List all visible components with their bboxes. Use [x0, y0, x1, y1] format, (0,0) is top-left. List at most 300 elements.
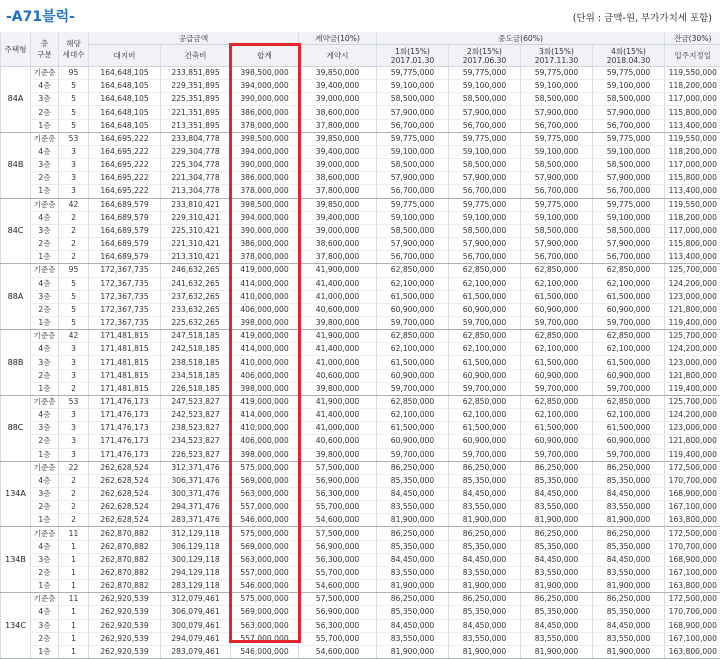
land-cost-cell: 262,920,539: [89, 593, 161, 606]
total-cell: 386,000,000: [231, 106, 299, 119]
floor-cell: 2층: [31, 566, 59, 579]
balance-cell: 125,700,000: [665, 264, 720, 277]
table-row: [1, 501, 720, 514]
interim-2-cell: 84,450,000: [449, 619, 521, 632]
table-row: [1, 553, 720, 566]
table-row: [1, 474, 720, 487]
table-row: [1, 185, 720, 198]
table-row: [1, 593, 720, 606]
table-row: [1, 277, 720, 290]
units-cell: 5: [59, 80, 89, 93]
balance-cell: 172,500,000: [665, 593, 720, 606]
table-row: [1, 409, 720, 422]
header-deposit-group: 계약금(10%): [299, 32, 377, 45]
land-cost-cell: 172,367,735: [89, 303, 161, 316]
interim-4-cell: 62,850,000: [593, 395, 665, 408]
header-interim-1: [377, 45, 449, 67]
table-row: [1, 264, 720, 277]
table-row: [1, 435, 720, 448]
interim-3-cell: 86,250,000: [521, 527, 593, 540]
interim-1-cell: 62,100,000: [377, 277, 449, 290]
balance-cell: 125,700,000: [665, 330, 720, 343]
interim-2-cell: 58,500,000: [449, 93, 521, 106]
land-cost-cell: 262,628,524: [89, 461, 161, 474]
interim-1-cell: 56,700,000: [377, 251, 449, 264]
interim-3-cell: 58,500,000: [521, 93, 593, 106]
building-cost-cell: 283,129,118: [161, 580, 231, 593]
interim-4-cell: 58,500,000: [593, 93, 665, 106]
total-cell: 390,000,000: [231, 224, 299, 237]
interim-1-cell: 61,500,000: [377, 356, 449, 369]
table-row: [1, 251, 720, 264]
floor-cell: 2층: [31, 238, 59, 251]
table-row: [1, 356, 720, 369]
total-cell: 419,000,000: [231, 395, 299, 408]
units-cell: 5: [59, 277, 89, 290]
interim-2-cell: 81,900,000: [449, 645, 521, 658]
total-cell: 414,000,000: [231, 277, 299, 290]
floor-cell: 3층: [31, 488, 59, 501]
balance-cell: 113,400,000: [665, 185, 720, 198]
interim-3-cell: 85,350,000: [521, 474, 593, 487]
land-cost-cell: 171,481,815: [89, 330, 161, 343]
balance-cell: 115,800,000: [665, 106, 720, 119]
land-cost-cell: 262,628,524: [89, 501, 161, 514]
building-cost-cell: 226,523,827: [161, 448, 231, 461]
total-cell: 410,000,000: [231, 290, 299, 303]
balance-cell: 115,800,000: [665, 238, 720, 251]
interim-1-cell: 59,700,000: [377, 316, 449, 329]
interim-3-cell: 61,500,000: [521, 356, 593, 369]
interim-3-cell: 57,900,000: [521, 106, 593, 119]
total-cell: 386,000,000: [231, 238, 299, 251]
building-cost-cell: 229,351,895: [161, 80, 231, 93]
building-cost-cell: 233,632,265: [161, 303, 231, 316]
building-cost-cell: 246,632,265: [161, 264, 231, 277]
interim-4-cell: 81,900,000: [593, 645, 665, 658]
building-cost-cell: 225,632,265: [161, 316, 231, 329]
units-cell: 3: [59, 172, 89, 185]
interim-1-cell: 81,900,000: [377, 514, 449, 527]
interim-4-cell: 84,450,000: [593, 553, 665, 566]
units-cell: 1: [59, 580, 89, 593]
deposit-cell: 41,900,000: [299, 264, 377, 277]
interim-4-cell: 59,100,000: [593, 211, 665, 224]
interim-2-cell: 59,700,000: [449, 316, 521, 329]
interim-1-cell: 56,700,000: [377, 119, 449, 132]
land-cost-cell: 164,689,579: [89, 251, 161, 264]
units-cell: 5: [59, 290, 89, 303]
interim-2-cell: 59,100,000: [449, 211, 521, 224]
interim-2-cell: 59,100,000: [449, 80, 521, 93]
interim-1-cell: 85,350,000: [377, 606, 449, 619]
land-cost-cell: 262,628,524: [89, 474, 161, 487]
building-cost-cell: 213,310,421: [161, 251, 231, 264]
total-cell: 406,000,000: [231, 303, 299, 316]
interim-4-cell: 58,500,000: [593, 224, 665, 237]
floor-cell: 1층: [31, 185, 59, 198]
interim-4-cell: 59,700,000: [593, 382, 665, 395]
building-cost-cell: 233,851,895: [161, 67, 231, 80]
balance-cell: 119,550,000: [665, 67, 720, 80]
total-cell: 563,000,000: [231, 619, 299, 632]
building-cost-cell: 225,351,895: [161, 93, 231, 106]
header-balance-group: 잔금(30%): [665, 32, 720, 45]
building-cost-cell: 221,351,895: [161, 106, 231, 119]
units-cell: 3: [59, 369, 89, 382]
interim-3-cell: 58,500,000: [521, 224, 593, 237]
units-cell: 1: [59, 632, 89, 645]
price-table-wrapper: [0, 32, 720, 659]
interim-4-cell: 59,775,000: [593, 132, 665, 145]
deposit-cell: 57,500,000: [299, 461, 377, 474]
interim-4-cell: 62,850,000: [593, 264, 665, 277]
deposit-cell: 39,800,000: [299, 448, 377, 461]
deposit-cell: 40,600,000: [299, 369, 377, 382]
building-cost-cell: 213,351,895: [161, 119, 231, 132]
header-balance-sub: 입주지정일: [665, 45, 720, 67]
floor-cell: 기준층: [31, 593, 59, 606]
interim-1-cell: 61,500,000: [377, 290, 449, 303]
land-cost-cell: 172,367,735: [89, 290, 161, 303]
interim-2-cell: 62,100,000: [449, 277, 521, 290]
land-cost-cell: 171,481,815: [89, 369, 161, 382]
interim-3-cell: 62,100,000: [521, 277, 593, 290]
units-cell: 2: [59, 238, 89, 251]
interim-1-cell: 86,250,000: [377, 527, 449, 540]
building-cost-cell: 221,304,778: [161, 172, 231, 185]
units-cell: 95: [59, 67, 89, 80]
balance-cell: 117,000,000: [665, 93, 720, 106]
interim-3-cell: 81,900,000: [521, 514, 593, 527]
interim-1-cell: 83,550,000: [377, 632, 449, 645]
interim-1-cell: 86,250,000: [377, 593, 449, 606]
land-cost-cell: 262,920,539: [89, 619, 161, 632]
total-cell: 398,500,000: [231, 132, 299, 145]
building-cost-cell: 234,518,185: [161, 369, 231, 382]
interim-1-cell: 62,850,000: [377, 330, 449, 343]
land-cost-cell: 262,870,882: [89, 553, 161, 566]
interim-4-cell: 62,850,000: [593, 330, 665, 343]
total-cell: 557,000,000: [231, 632, 299, 645]
interim-3-cell: 62,850,000: [521, 330, 593, 343]
units-cell: 2: [59, 474, 89, 487]
interim-1-cell: 62,100,000: [377, 409, 449, 422]
balance-cell: 119,400,000: [665, 448, 720, 461]
interim-2-cell: 83,550,000: [449, 566, 521, 579]
units-cell: 1: [59, 619, 89, 632]
units-cell: 95: [59, 264, 89, 277]
unit-type-cell: 84C: [1, 198, 31, 264]
building-cost-cell: 233,810,421: [161, 198, 231, 211]
interim-1-cell: 62,850,000: [377, 264, 449, 277]
total-cell: 398,500,000: [231, 67, 299, 80]
deposit-cell: 41,400,000: [299, 343, 377, 356]
table-row: [1, 303, 720, 316]
header-deposit-sub: 계약시: [299, 45, 377, 67]
units-cell: 2: [59, 211, 89, 224]
interim-3-cell: 60,900,000: [521, 303, 593, 316]
table-row: [1, 211, 720, 224]
units-cell: 1: [59, 566, 89, 579]
interim-2-cell: 86,250,000: [449, 593, 521, 606]
unit-type-cell: 134C: [1, 593, 31, 659]
interim-2-cell: 84,450,000: [449, 553, 521, 566]
interim-4-cell: 59,100,000: [593, 80, 665, 93]
interim-2-cell: 86,250,000: [449, 527, 521, 540]
interim-1-cell: 83,550,000: [377, 566, 449, 579]
units-cell: 5: [59, 303, 89, 316]
header-interim-1-label: 1회(15%) 2017.01.30: [391, 47, 434, 65]
land-cost-cell: 171,476,173: [89, 448, 161, 461]
header-interim-2: [449, 45, 521, 67]
land-cost-cell: 164,648,105: [89, 106, 161, 119]
interim-3-cell: 83,550,000: [521, 566, 593, 579]
total-cell: 398,000,000: [231, 448, 299, 461]
unit-type-cell: 134B: [1, 527, 31, 593]
units-cell: 3: [59, 435, 89, 448]
total-cell: 406,000,000: [231, 369, 299, 382]
floor-cell: 기준층: [31, 461, 59, 474]
balance-cell: 117,000,000: [665, 159, 720, 172]
balance-cell: 168,900,000: [665, 619, 720, 632]
deposit-cell: 39,400,000: [299, 211, 377, 224]
table-row: [1, 369, 720, 382]
balance-cell: 117,000,000: [665, 224, 720, 237]
interim-2-cell: 85,350,000: [449, 474, 521, 487]
building-cost-cell: 229,310,421: [161, 211, 231, 224]
interim-1-cell: 61,500,000: [377, 422, 449, 435]
table-row: [1, 382, 720, 395]
land-cost-cell: 171,476,173: [89, 435, 161, 448]
total-cell: 569,000,000: [231, 540, 299, 553]
interim-4-cell: 56,700,000: [593, 119, 665, 132]
interim-2-cell: 56,700,000: [449, 185, 521, 198]
units-cell: 3: [59, 343, 89, 356]
table-row: [1, 632, 720, 645]
total-cell: 546,000,000: [231, 514, 299, 527]
interim-3-cell: 62,100,000: [521, 409, 593, 422]
floor-cell: 1층: [31, 251, 59, 264]
interim-1-cell: 86,250,000: [377, 461, 449, 474]
land-cost-cell: 164,689,579: [89, 198, 161, 211]
building-cost-cell: 283,371,476: [161, 514, 231, 527]
interim-1-cell: 85,350,000: [377, 474, 449, 487]
balance-cell: 167,100,000: [665, 501, 720, 514]
units-cell: 5: [59, 106, 89, 119]
deposit-cell: 54,600,000: [299, 645, 377, 658]
units-cell: 2: [59, 224, 89, 237]
header-type: 주택형: [1, 32, 31, 67]
total-cell: 394,000,000: [231, 211, 299, 224]
interim-1-cell: 57,900,000: [377, 238, 449, 251]
units-cell: 11: [59, 527, 89, 540]
table-row: [1, 488, 720, 501]
table-row: [1, 527, 720, 540]
building-cost-cell: 294,129,118: [161, 566, 231, 579]
building-cost-cell: 229,304,778: [161, 145, 231, 158]
interim-2-cell: 56,700,000: [449, 119, 521, 132]
interim-4-cell: 84,450,000: [593, 488, 665, 501]
interim-2-cell: 56,700,000: [449, 251, 521, 264]
land-cost-cell: 164,689,579: [89, 238, 161, 251]
interim-4-cell: 59,700,000: [593, 448, 665, 461]
interim-2-cell: 58,500,000: [449, 224, 521, 237]
interim-1-cell: 84,450,000: [377, 553, 449, 566]
deposit-cell: 39,800,000: [299, 382, 377, 395]
interim-3-cell: 59,775,000: [521, 198, 593, 211]
interim-2-cell: 57,900,000: [449, 172, 521, 185]
land-cost-cell: 171,476,173: [89, 395, 161, 408]
table-row: [1, 290, 720, 303]
interim-2-cell: 59,775,000: [449, 67, 521, 80]
table-row: [1, 330, 720, 343]
interim-1-cell: 60,900,000: [377, 435, 449, 448]
interim-4-cell: 60,900,000: [593, 303, 665, 316]
total-cell: 419,000,000: [231, 264, 299, 277]
building-cost-cell: 294,371,476: [161, 501, 231, 514]
units-cell: 22: [59, 461, 89, 474]
interim-2-cell: 61,500,000: [449, 422, 521, 435]
interim-4-cell: 86,250,000: [593, 461, 665, 474]
land-cost-cell: 164,695,222: [89, 132, 161, 145]
interim-3-cell: 81,900,000: [521, 645, 593, 658]
interim-2-cell: 83,550,000: [449, 632, 521, 645]
deposit-cell: 40,600,000: [299, 435, 377, 448]
header-interim-3: [521, 45, 593, 67]
total-cell: 575,000,000: [231, 527, 299, 540]
building-cost-cell: 247,523,827: [161, 395, 231, 408]
floor-cell: 4층: [31, 80, 59, 93]
interim-2-cell: 61,500,000: [449, 356, 521, 369]
interim-2-cell: 62,850,000: [449, 330, 521, 343]
unit-type-cell: 84A: [1, 67, 31, 133]
floor-cell: 1층: [31, 119, 59, 132]
unit-type-cell: 134A: [1, 461, 31, 527]
interim-4-cell: 83,550,000: [593, 566, 665, 579]
balance-cell: 167,100,000: [665, 566, 720, 579]
units-cell: 42: [59, 198, 89, 211]
table-row: [1, 619, 720, 632]
balance-cell: 121,800,000: [665, 435, 720, 448]
interim-3-cell: 59,100,000: [521, 211, 593, 224]
floor-cell: 2층: [31, 172, 59, 185]
balance-cell: 121,800,000: [665, 369, 720, 382]
deposit-cell: 41,000,000: [299, 422, 377, 435]
interim-2-cell: 57,900,000: [449, 238, 521, 251]
interim-3-cell: 57,900,000: [521, 238, 593, 251]
interim-4-cell: 62,100,000: [593, 409, 665, 422]
deposit-cell: 41,000,000: [299, 290, 377, 303]
building-cost-cell: 237,632,265: [161, 290, 231, 303]
floor-cell: 4층: [31, 606, 59, 619]
floor-cell: 4층: [31, 211, 59, 224]
interim-1-cell: 57,900,000: [377, 106, 449, 119]
header-land: 대지비: [89, 45, 161, 67]
balance-cell: 168,900,000: [665, 488, 720, 501]
interim-3-cell: 62,850,000: [521, 264, 593, 277]
interim-3-cell: 56,700,000: [521, 185, 593, 198]
floor-cell: 2층: [31, 435, 59, 448]
deposit-cell: 56,300,000: [299, 619, 377, 632]
interim-4-cell: 61,500,000: [593, 422, 665, 435]
balance-cell: 170,700,000: [665, 540, 720, 553]
total-cell: 414,000,000: [231, 343, 299, 356]
deposit-cell: 39,000,000: [299, 93, 377, 106]
balance-cell: 119,400,000: [665, 316, 720, 329]
interim-3-cell: 85,350,000: [521, 540, 593, 553]
interim-1-cell: 58,500,000: [377, 159, 449, 172]
building-cost-cell: 300,371,476: [161, 488, 231, 501]
deposit-cell: 55,700,000: [299, 632, 377, 645]
header-supply-group: 공급금액: [89, 32, 299, 45]
building-cost-cell: 213,304,778: [161, 185, 231, 198]
price-table: [0, 32, 720, 659]
interim-4-cell: 85,350,000: [593, 540, 665, 553]
floor-cell: 1층: [31, 316, 59, 329]
units-cell: 3: [59, 422, 89, 435]
header-units: [59, 32, 89, 67]
table-row: [1, 645, 720, 658]
deposit-cell: 38,600,000: [299, 238, 377, 251]
interim-3-cell: 61,500,000: [521, 290, 593, 303]
building-cost-cell: 242,518,185: [161, 343, 231, 356]
interim-4-cell: 60,900,000: [593, 435, 665, 448]
table-row: [1, 514, 720, 527]
interim-4-cell: 56,700,000: [593, 185, 665, 198]
floor-cell: 기준층: [31, 67, 59, 80]
interim-2-cell: 83,550,000: [449, 501, 521, 514]
interim-4-cell: 59,100,000: [593, 145, 665, 158]
page-title: -A71블럭-: [6, 6, 75, 26]
interim-2-cell: 59,700,000: [449, 382, 521, 395]
header-floor-label: 층 구분: [37, 39, 52, 59]
floor-cell: 1층: [31, 514, 59, 527]
deposit-cell: 39,000,000: [299, 159, 377, 172]
land-cost-cell: 171,481,815: [89, 382, 161, 395]
interim-2-cell: 61,500,000: [449, 290, 521, 303]
building-cost-cell: 312,079,461: [161, 593, 231, 606]
land-cost-cell: 164,695,222: [89, 145, 161, 158]
land-cost-cell: 262,870,882: [89, 566, 161, 579]
interim-2-cell: 60,900,000: [449, 435, 521, 448]
total-cell: 575,000,000: [231, 593, 299, 606]
header-building: 건축비: [161, 45, 231, 67]
interim-3-cell: 60,900,000: [521, 435, 593, 448]
interim-2-cell: 60,900,000: [449, 369, 521, 382]
floor-cell: 1층: [31, 645, 59, 658]
header-interim-4-label: 4회(15%) 2018.04.30: [607, 47, 650, 65]
deposit-cell: 57,500,000: [299, 593, 377, 606]
land-cost-cell: 262,870,882: [89, 527, 161, 540]
interim-3-cell: 84,450,000: [521, 488, 593, 501]
balance-cell: 123,000,000: [665, 422, 720, 435]
table-row: [1, 580, 720, 593]
deposit-cell: 37,800,000: [299, 251, 377, 264]
table-row: [1, 106, 720, 119]
balance-cell: 163,800,000: [665, 514, 720, 527]
interim-1-cell: 59,775,000: [377, 198, 449, 211]
interim-3-cell: 56,700,000: [521, 251, 593, 264]
total-cell: 398,500,000: [231, 198, 299, 211]
total-cell: 557,000,000: [231, 501, 299, 514]
balance-cell: 170,700,000: [665, 474, 720, 487]
interim-3-cell: 81,900,000: [521, 580, 593, 593]
units-cell: 5: [59, 316, 89, 329]
interim-4-cell: 84,450,000: [593, 619, 665, 632]
interim-2-cell: 62,100,000: [449, 409, 521, 422]
balance-cell: 119,550,000: [665, 132, 720, 145]
